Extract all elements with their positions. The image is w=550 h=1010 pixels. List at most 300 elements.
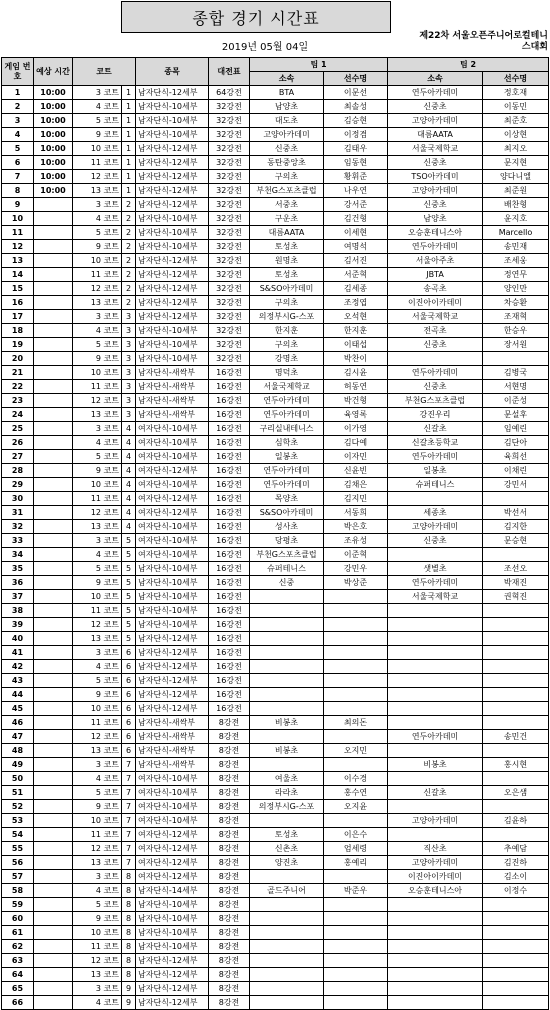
team1-player-cell: 홍예리 [324, 856, 388, 870]
team1-affil-cell: 토성초 [250, 240, 324, 254]
game-no-cell: 37 [2, 590, 34, 604]
time-cell [34, 422, 73, 436]
time-cell [34, 898, 73, 912]
team2-affil-cell: 신중초 [388, 380, 483, 394]
team2-affil-cell: 남양초 [388, 212, 483, 226]
team1-affil-cell [250, 590, 324, 604]
team2-affil-cell: 신중초 [388, 100, 483, 114]
game-no-cell: 62 [2, 940, 34, 954]
event-cell: 남자단식-새싹부 [136, 394, 209, 408]
court-cell: 9 코트 [73, 352, 122, 366]
court-cell: 13 코트 [73, 632, 122, 646]
event-cell: 남자단식-12세부 [136, 86, 209, 100]
event-cell: 남자단식-10세부 [136, 940, 209, 954]
team1-player-cell: 이준혁 [324, 548, 388, 562]
team2-player-cell: 김진하 [483, 856, 549, 870]
court-cell: 9 코트 [73, 800, 122, 814]
court-cell: 12 코트 [73, 506, 122, 520]
table-row [2, 548, 549, 562]
round-cell: 32강전 [209, 296, 250, 310]
team1-player-cell: 박찬이 [324, 352, 388, 366]
court-cell: 5 코트 [73, 674, 122, 688]
time-cell [34, 828, 73, 842]
team1-player-cell: 여명석 [324, 240, 388, 254]
time-cell [34, 506, 73, 520]
team2-player-cell [483, 800, 549, 814]
team1-player-cell: 이정겸 [324, 128, 388, 142]
time-cell [34, 324, 73, 338]
round-cell: 16강전 [209, 520, 250, 534]
table-row [2, 240, 549, 254]
team2-affil-cell: 연두아카데미 [388, 240, 483, 254]
time-cell [34, 366, 73, 380]
time-cell [34, 912, 73, 926]
table-row [2, 478, 549, 492]
order-cell: 6 [122, 688, 136, 702]
game-no-cell: 12 [2, 240, 34, 254]
team2-affil-cell: 신중초 [388, 198, 483, 212]
team2-player-cell: 정호재 [483, 86, 549, 100]
time-cell: 10:00 [34, 184, 73, 198]
game-no-cell: 15 [2, 282, 34, 296]
team1-affil-cell: 양진초 [250, 856, 324, 870]
event-cell: 남자단식-10세부 [136, 226, 209, 240]
game-no-cell: 28 [2, 464, 34, 478]
court-cell: 11 코트 [73, 828, 122, 842]
team2-affil-cell: TSO아카데미 [388, 170, 483, 184]
team1-affil-cell: 성사초 [250, 520, 324, 534]
order-cell: 3 [122, 366, 136, 380]
round-cell: 32강전 [209, 338, 250, 352]
team2-player-cell: 서현명 [483, 380, 549, 394]
team1-player-cell: 김서진 [324, 254, 388, 268]
table-row [2, 338, 549, 352]
round-cell: 8강전 [209, 940, 250, 954]
time-cell [34, 212, 73, 226]
team1-player-cell: 김시윤 [324, 366, 388, 380]
team2-player-cell: 강민서 [483, 478, 549, 492]
game-no-cell: 52 [2, 800, 34, 814]
team1-affil-cell [250, 926, 324, 940]
time-cell [34, 702, 73, 716]
round-cell: 32강전 [209, 184, 250, 198]
game-no-cell: 55 [2, 842, 34, 856]
team2-player-cell [483, 898, 549, 912]
team2-affil-cell [388, 646, 483, 660]
order-cell: 8 [122, 912, 136, 926]
court-cell: 4 코트 [73, 324, 122, 338]
round-cell: 8강전 [209, 786, 250, 800]
game-no-cell: 16 [2, 296, 34, 310]
event-cell: 여자단식-12세부 [136, 492, 209, 506]
round-cell: 16강전 [209, 492, 250, 506]
court-cell: 12 코트 [73, 954, 122, 968]
header-team2-affil: 소속 [388, 72, 483, 86]
court-cell: 4 코트 [73, 772, 122, 786]
order-cell: 7 [122, 856, 136, 870]
order-cell: 4 [122, 450, 136, 464]
table-row [2, 996, 549, 1010]
team1-affil-cell: S&SO아카데미 [250, 282, 324, 296]
team1-affil-cell: 대름AATA [250, 226, 324, 240]
order-cell: 4 [122, 506, 136, 520]
team2-affil-cell [388, 548, 483, 562]
team2-player-cell: 문승현 [483, 534, 549, 548]
team1-player-cell: 조정엽 [324, 296, 388, 310]
team2-player-cell: 이정수 [483, 884, 549, 898]
team1-affil-cell [250, 632, 324, 646]
event-cell: 남자단식-12세부 [136, 954, 209, 968]
event-cell: 여자단식-10세부 [136, 814, 209, 828]
order-cell: 5 [122, 548, 136, 562]
court-cell: 11 코트 [73, 380, 122, 394]
team2-player-cell: 이준성 [483, 394, 549, 408]
game-no-cell: 21 [2, 366, 34, 380]
game-no-cell: 65 [2, 982, 34, 996]
team2-player-cell [483, 646, 549, 660]
event-cell: 여자단식-10세부 [136, 478, 209, 492]
event-cell: 남자단식-새싹부 [136, 744, 209, 758]
order-cell: 7 [122, 828, 136, 842]
header-team2-player: 선수명 [483, 72, 549, 86]
game-no-cell: 48 [2, 744, 34, 758]
time-cell [34, 520, 73, 534]
team2-player-cell [483, 702, 549, 716]
game-no-cell: 9 [2, 198, 34, 212]
order-cell: 6 [122, 716, 136, 730]
table-row [2, 86, 549, 100]
round-cell: 32강전 [209, 226, 250, 240]
order-cell: 5 [122, 618, 136, 632]
team2-player-cell: 최지오 [483, 142, 549, 156]
table-row [2, 506, 549, 520]
team1-affil-cell: 서중초 [250, 198, 324, 212]
table-row [2, 324, 549, 338]
team2-affil-cell: 고양아카데미 [388, 856, 483, 870]
team2-affil-cell [388, 618, 483, 632]
round-cell: 32강전 [209, 282, 250, 296]
team1-affil-cell [250, 730, 324, 744]
table-row [2, 212, 549, 226]
time-cell [34, 646, 73, 660]
team1-player-cell: 이문선 [324, 86, 388, 100]
court-cell: 11 코트 [73, 156, 122, 170]
team2-affil-cell: 샛별초 [388, 562, 483, 576]
round-cell: 8강전 [209, 772, 250, 786]
time-cell [34, 226, 73, 240]
court-cell: 13 코트 [73, 408, 122, 422]
team1-player-cell [324, 618, 388, 632]
team1-affil-cell: 부천G스포츠클럽 [250, 184, 324, 198]
event-cell: 남자단식-10세부 [136, 114, 209, 128]
team2-affil-cell: 연두아카데미 [388, 450, 483, 464]
time-cell [34, 800, 73, 814]
team1-affil-cell: 심학초 [250, 436, 324, 450]
team1-player-cell: 이자민 [324, 450, 388, 464]
team1-affil-cell: BTA [250, 86, 324, 100]
event-cell: 남자단식-10세부 [136, 590, 209, 604]
team1-affil-cell: 비봉초 [250, 716, 324, 730]
game-no-cell: 13 [2, 254, 34, 268]
event-cell: 남자단식-12세부 [136, 156, 209, 170]
team1-player-cell [324, 996, 388, 1010]
order-cell: 1 [122, 170, 136, 184]
order-cell: 4 [122, 422, 136, 436]
team1-player-cell: 허동연 [324, 380, 388, 394]
time-cell [34, 562, 73, 576]
order-cell: 3 [122, 352, 136, 366]
round-cell: 32강전 [209, 352, 250, 366]
game-no-cell: 2 [2, 100, 34, 114]
team2-player-cell: 임예린 [483, 422, 549, 436]
team2-affil-cell: 고양아카데미 [388, 184, 483, 198]
tournament-name [398, 31, 548, 53]
round-cell: 32강전 [209, 268, 250, 282]
schedule-date: 2019년 05월 04일 [221, 42, 309, 53]
court-cell: 11 코트 [73, 940, 122, 954]
team1-affil-cell: 부천G스포츠클럽 [250, 548, 324, 562]
team1-player-cell [324, 660, 388, 674]
team1-player-cell: 황휘준 [324, 170, 388, 184]
team2-player-cell: 권혁진 [483, 590, 549, 604]
game-no-cell: 18 [2, 324, 34, 338]
table-row [2, 954, 549, 968]
order-cell: 5 [122, 576, 136, 590]
game-no-cell: 64 [2, 968, 34, 982]
event-cell: 남자단식-12세부 [136, 184, 209, 198]
team2-affil-cell [388, 926, 483, 940]
team2-affil-cell: 세종초 [388, 506, 483, 520]
table-row [2, 352, 549, 366]
event-cell: 남자단식-10세부 [136, 576, 209, 590]
order-cell: 3 [122, 408, 136, 422]
team1-affil-cell: 여울초 [250, 772, 324, 786]
team2-affil-cell: 대름AATA [388, 128, 483, 142]
time-cell [34, 674, 73, 688]
team1-player-cell [324, 688, 388, 702]
court-cell: 4 코트 [73, 884, 122, 898]
time-cell [34, 842, 73, 856]
table-row [2, 800, 549, 814]
table-row [2, 142, 549, 156]
table-row [2, 226, 549, 240]
team1-player-cell: 김승현 [324, 114, 388, 128]
order-cell: 7 [122, 772, 136, 786]
game-no-cell: 49 [2, 758, 34, 772]
time-cell [34, 632, 73, 646]
court-cell: 3 코트 [73, 646, 122, 660]
order-cell: 8 [122, 954, 136, 968]
round-cell: 8강전 [209, 982, 250, 996]
round-cell: 8강전 [209, 828, 250, 842]
team2-player-cell: 김소이 [483, 870, 549, 884]
team1-affil-cell: 구운초 [250, 212, 324, 226]
team2-player-cell [483, 674, 549, 688]
team1-affil-cell: 비봉초 [250, 744, 324, 758]
team1-affil-cell: 한지훈 [250, 324, 324, 338]
team1-player-cell [324, 982, 388, 996]
time-cell [34, 870, 73, 884]
header-court: 코트 [73, 58, 136, 86]
team1-affil-cell: 강명초 [250, 352, 324, 366]
game-no-cell: 59 [2, 898, 34, 912]
table-row [2, 982, 549, 996]
order-cell: 1 [122, 86, 136, 100]
time-cell [34, 954, 73, 968]
round-cell: 8강전 [209, 870, 250, 884]
team2-affil-cell [388, 772, 483, 786]
team2-affil-cell: 이진아이카데미 [388, 296, 483, 310]
court-cell: 3 코트 [73, 870, 122, 884]
order-cell: 2 [122, 198, 136, 212]
court-cell: 13 코트 [73, 856, 122, 870]
team2-player-cell [483, 688, 549, 702]
team2-affil-cell: 연두아카데미 [388, 366, 483, 380]
tournament-name-line1: 제22차 서울오픈주니어로컬테니 [419, 31, 548, 41]
team1-affil-cell: S&SO아카데미 [250, 506, 324, 520]
event-cell: 여자단식-10세부 [136, 450, 209, 464]
order-cell: 9 [122, 996, 136, 1010]
court-cell: 4 코트 [73, 548, 122, 562]
round-cell: 8강전 [209, 968, 250, 982]
table-row [2, 828, 549, 842]
game-no-cell: 41 [2, 646, 34, 660]
team1-player-cell: 박건형 [324, 394, 388, 408]
game-no-cell: 33 [2, 534, 34, 548]
team2-affil-cell [388, 940, 483, 954]
court-cell: 10 코트 [73, 478, 122, 492]
team2-player-cell: 송민건 [483, 730, 549, 744]
court-cell: 5 코트 [73, 898, 122, 912]
time-cell [34, 282, 73, 296]
team2-player-cell [483, 772, 549, 786]
order-cell: 2 [122, 240, 136, 254]
team1-player-cell: 강서준 [324, 198, 388, 212]
table-row [2, 198, 549, 212]
team2-player-cell [483, 954, 549, 968]
team1-affil-cell: 의정부시G-스포 [250, 800, 324, 814]
team2-affil-cell: 신중초 [388, 534, 483, 548]
round-cell: 32강전 [209, 254, 250, 268]
team1-affil-cell [250, 688, 324, 702]
team1-player-cell: 김세종 [324, 282, 388, 296]
event-cell: 남자단식-10세부 [136, 212, 209, 226]
team1-affil-cell: 일봉초 [250, 450, 324, 464]
team2-player-cell [483, 940, 549, 954]
team2-player-cell [483, 632, 549, 646]
round-cell: 8강전 [209, 898, 250, 912]
table-row [2, 940, 549, 954]
game-no-cell: 31 [2, 506, 34, 520]
team2-affil-cell: 신갈초 [388, 786, 483, 800]
team2-affil-cell [388, 982, 483, 996]
team1-player-cell: 서동희 [324, 506, 388, 520]
team2-player-cell: 문설후 [483, 408, 549, 422]
time-cell: 10:00 [34, 156, 73, 170]
event-cell: 남자단식-12세부 [136, 660, 209, 674]
round-cell: 8강전 [209, 800, 250, 814]
time-cell [34, 856, 73, 870]
team1-affil-cell: 신중초 [250, 142, 324, 156]
order-cell: 4 [122, 520, 136, 534]
team1-affil-cell [250, 870, 324, 884]
court-cell: 4 코트 [73, 660, 122, 674]
order-cell: 1 [122, 156, 136, 170]
event-cell: 남자단식-10세부 [136, 100, 209, 114]
team1-player-cell [324, 940, 388, 954]
event-cell: 남자단식-10세부 [136, 352, 209, 366]
game-no-cell: 46 [2, 716, 34, 730]
team2-player-cell: 이상현 [483, 128, 549, 142]
court-cell: 5 코트 [73, 226, 122, 240]
game-no-cell: 50 [2, 772, 34, 786]
team2-affil-cell [388, 492, 483, 506]
team2-player-cell: 추예담 [483, 842, 549, 856]
team1-affil-cell: 구의초 [250, 338, 324, 352]
order-cell: 1 [122, 128, 136, 142]
order-cell: 8 [122, 870, 136, 884]
team1-player-cell: 박은호 [324, 520, 388, 534]
team2-player-cell [483, 548, 549, 562]
event-cell: 여자단식-12세부 [136, 870, 209, 884]
order-cell: 8 [122, 968, 136, 982]
event-cell: 남자단식-10세부 [136, 324, 209, 338]
team2-affil-cell: 신중초 [388, 338, 483, 352]
game-no-cell: 6 [2, 156, 34, 170]
court-cell: 10 코트 [73, 702, 122, 716]
order-cell: 9 [122, 982, 136, 996]
time-cell [34, 198, 73, 212]
event-cell: 남자단식-새싹부 [136, 366, 209, 380]
team2-affil-cell [388, 632, 483, 646]
order-cell: 6 [122, 674, 136, 688]
round-cell: 64강전 [209, 86, 250, 100]
table-row [2, 702, 549, 716]
time-cell [34, 380, 73, 394]
game-no-cell: 32 [2, 520, 34, 534]
team1-affil-cell [250, 702, 324, 716]
time-cell [34, 940, 73, 954]
event-cell: 여자단식-10세부 [136, 548, 209, 562]
event-cell: 남자단식-12세부 [136, 170, 209, 184]
order-cell: 2 [122, 226, 136, 240]
game-no-cell: 26 [2, 436, 34, 450]
table-row [2, 520, 549, 534]
table-row [2, 744, 549, 758]
round-cell: 8강전 [209, 730, 250, 744]
order-cell: 5 [122, 562, 136, 576]
event-cell: 남자단식-10세부 [136, 618, 209, 632]
team2-affil-cell: 비봉초 [388, 758, 483, 772]
event-cell: 남자단식-10세부 [136, 926, 209, 940]
team2-player-cell: 장서원 [483, 338, 549, 352]
game-no-cell: 58 [2, 884, 34, 898]
team2-player-cell: 홍시현 [483, 758, 549, 772]
table-row [2, 128, 549, 142]
team1-player-cell: 이가영 [324, 422, 388, 436]
game-no-cell: 1 [2, 86, 34, 100]
team1-player-cell: 한지훈 [324, 324, 388, 338]
team1-player-cell [324, 912, 388, 926]
team2-affil-cell: 이진아이카데미 [388, 870, 483, 884]
court-cell: 3 코트 [73, 758, 122, 772]
team1-player-cell: 나우연 [324, 184, 388, 198]
round-cell: 16강전 [209, 506, 250, 520]
table-row [2, 394, 549, 408]
event-cell: 남자단식-10세부 [136, 912, 209, 926]
team1-affil-cell: 토성초 [250, 268, 324, 282]
team1-player-cell [324, 730, 388, 744]
